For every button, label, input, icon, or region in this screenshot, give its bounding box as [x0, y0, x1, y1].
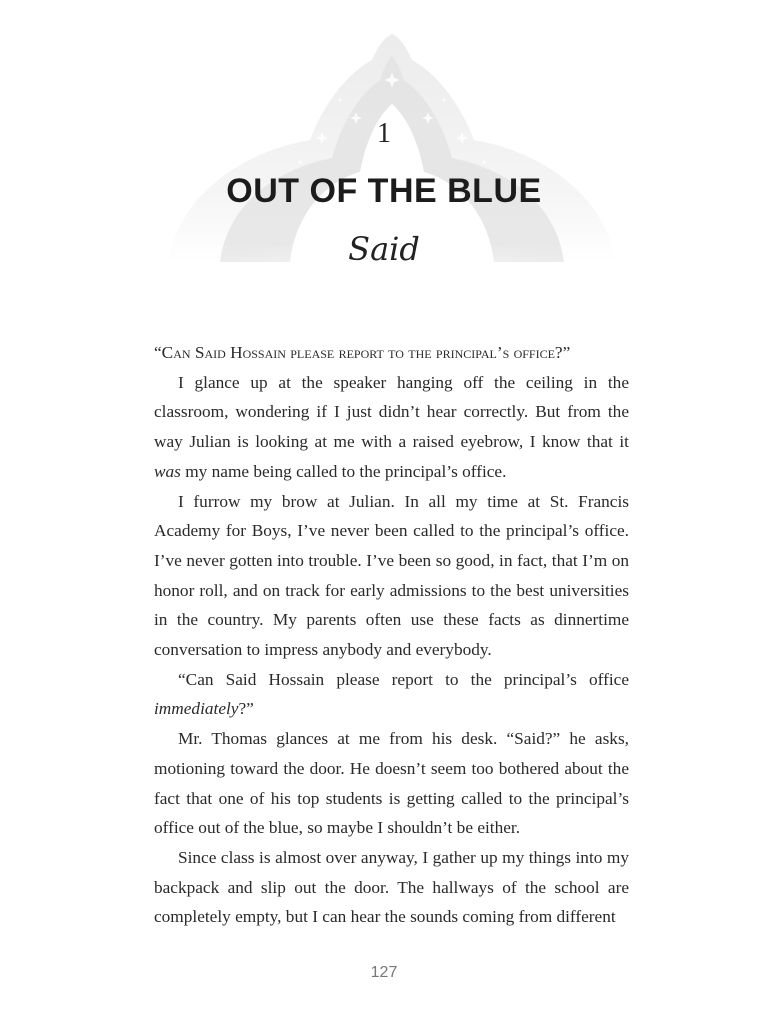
paragraph [154, 487, 629, 665]
emphasis-text: was [154, 461, 181, 481]
page-number: 127 [370, 964, 398, 981]
emphasis-text: immediately [154, 699, 239, 719]
paragraph [154, 338, 629, 368]
paragraph [154, 843, 629, 932]
paragraph-text: I furrow my brow at Julian. In all my time at St. Francis Academy for Boys, I’ve never been called to the principal’s office. I’ve never gotten into trouble. I’ve been so good, in fact, that I’m on honor roll, and on track for early admissions to the best universities in the country. My parents often use these facts as dinnertime conversation to impress anybody and everybody. [154, 491, 629, 660]
paragraph-text: Mr. Thomas glances at me from his desk. “Said?” he asks, motioning toward the door. He doesn’t seem too bothered about the fact that one of his top students is getting called to the principal’s office out of the blue, so maybe I shouldn’t be either. [154, 729, 629, 838]
chapter-title: OUT OF THE BLUE [226, 172, 542, 210]
chapter-number: 1 [377, 118, 391, 149]
paragraph [154, 665, 629, 724]
paragraph-text: my name being called to the principal’s office. [180, 461, 507, 481]
paragraph [154, 724, 629, 843]
paragraph-text: I glance up at the speaker hanging off the ceiling in the classroom, wondering if I just didn’t hear correctly. But from the way Julian is looking at me with a raised eyebrow, I know that it [154, 372, 629, 452]
paragraph-text: Since class is almost over anyway, I gather up my things into my backpack and slip out the door. The hallways of the school are completely empty, but I can hear the sounds coming from different [154, 847, 629, 927]
paragraph [154, 368, 629, 487]
chapter-narrator: Said [348, 230, 420, 268]
paragraph-text: “Can Said Hossain please report to the principal’s office [178, 669, 629, 689]
chapter-body-text [154, 338, 629, 932]
paragraph-text: ?” [238, 699, 254, 719]
small-caps-text: “Can Said Hossain please report to the principal’s office?” [154, 343, 571, 362]
